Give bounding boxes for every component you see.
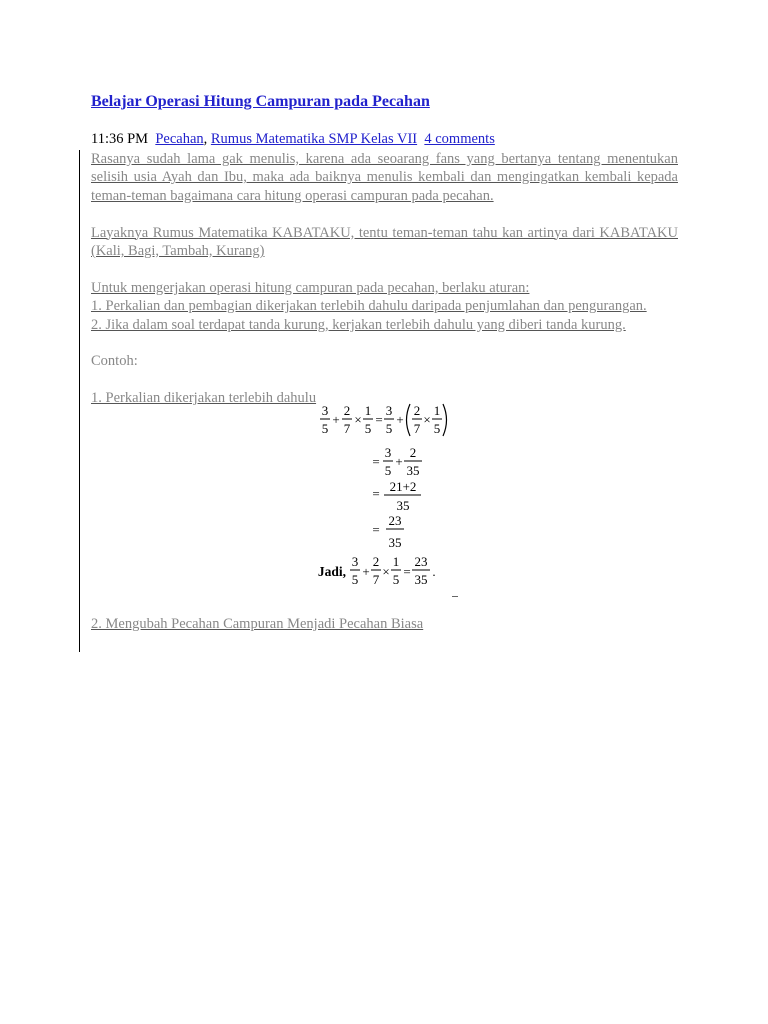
r4-den: 35 — [388, 535, 402, 550]
r1-b-num: 2 — [343, 403, 351, 418]
r1-plus-2: + — [396, 412, 404, 427]
r5-c-num: 1 — [392, 554, 400, 569]
r2-plus: + — [395, 454, 403, 469]
small-dash-mark — [452, 596, 458, 597]
r1-equals: = — [375, 412, 383, 427]
r2-equals: = — [372, 454, 380, 469]
comments-link[interactable]: 4 comments — [424, 131, 495, 147]
r2-b-num: 2 — [409, 445, 417, 460]
r3-den: 35 — [396, 498, 410, 513]
r5-period: . — [432, 564, 436, 579]
rules-intro: Untuk mengerjakan operasi hitung campuran pada pecahan, berlaku aturan: — [91, 279, 530, 296]
r1-right-paren — [443, 404, 447, 436]
label-link-pecahan[interactable]: Pecahan — [155, 131, 204, 147]
r1-b-den: 7 — [343, 421, 351, 436]
r5-res-den: 35 — [414, 572, 428, 587]
post-title[interactable]: Belajar Operasi Hitung Campuran pada Pecahan — [91, 93, 430, 110]
r5-plus: + — [362, 564, 370, 579]
post-time: 11:36 PM — [91, 131, 149, 147]
intro-paragraph: Rasanya sudah lama gak menulis, karena ada seoarang fans yang bertanya tentang menentukan selisih usia Ayah dan Ibu, maka ada baiknya menulis kembali dan mengingatkan kembali kepada teman-teman bagaimana cara hitung operasi campuran pada pecahan. — [91, 151, 678, 204]
r1-a2-den: 5 — [385, 421, 393, 436]
r1-b2-den: 7 — [413, 421, 421, 436]
r5-a-num: 3 — [351, 554, 359, 569]
r1-b2-num: 2 — [413, 403, 421, 418]
r5-c-den: 5 — [392, 572, 400, 587]
r5-equals: = — [403, 564, 411, 579]
r1-c2-den: 5 — [433, 421, 441, 436]
r2-a-den: 5 — [384, 463, 392, 478]
r5-jadi: Jadi, — [317, 564, 347, 579]
r1-times-1: × — [354, 412, 362, 427]
r1-a-num: 3 — [321, 403, 329, 418]
example-label: Contoh: — [91, 353, 138, 370]
left-border-line — [79, 150, 80, 652]
r5-times: × — [382, 564, 390, 579]
r1-times-2: × — [423, 412, 431, 427]
r5-a-den: 5 — [351, 572, 359, 587]
r5-b-den: 7 — [372, 572, 380, 587]
r1-a2-num: 3 — [385, 403, 393, 418]
r1-a-den: 5 — [321, 421, 329, 436]
kabataku-paragraph: Layaknya Rumus Matematika KABATAKU, tentu teman-teman tahu kan artinya dari KABATAKU (Kali, Bagi, Tambah, Kurang) — [91, 224, 678, 260]
label-link-rumus-smp[interactable]: Rumus Matematika SMP Kelas VII — [210, 131, 418, 147]
r2-b-den: 35 — [406, 463, 420, 478]
r1-c-num: 1 — [364, 403, 372, 418]
post-meta — [91, 131, 495, 148]
rule-1: 1. Perkalian dan pembagian dikerjakan terlebih dahulu daripada penjumlahan dan pengurangan. — [91, 298, 647, 315]
r1-c2-num: 1 — [433, 403, 441, 418]
r3-equals: = — [372, 486, 380, 501]
r1-c-den: 5 — [364, 421, 372, 436]
fraction-calculation — [300, 400, 480, 590]
r5-res-num: 23 — [414, 554, 428, 569]
r4-equals: = — [372, 522, 380, 537]
r4-num: 23 — [388, 513, 402, 528]
step-2-heading: 2. Mengubah Pecahan Campuran Menjadi Pecahan Biasa — [91, 616, 424, 632]
step-1-heading: 1. Perkalian dikerjakan terlebih dahulu — [91, 390, 317, 407]
label-separator: , — [203, 131, 208, 147]
r2-a-num: 3 — [384, 445, 392, 460]
rule-2: 2. Jika dalam soal terdapat tanda kurung, kerjakan terlebih dahulu yang diberi tanda kurung. — [91, 316, 626, 333]
r3-num: 21+2 — [389, 479, 417, 494]
r1-plus-1: + — [332, 412, 340, 427]
r5-b-num: 2 — [372, 554, 380, 569]
r1-left-paren — [407, 404, 411, 436]
post-body — [91, 150, 678, 408]
